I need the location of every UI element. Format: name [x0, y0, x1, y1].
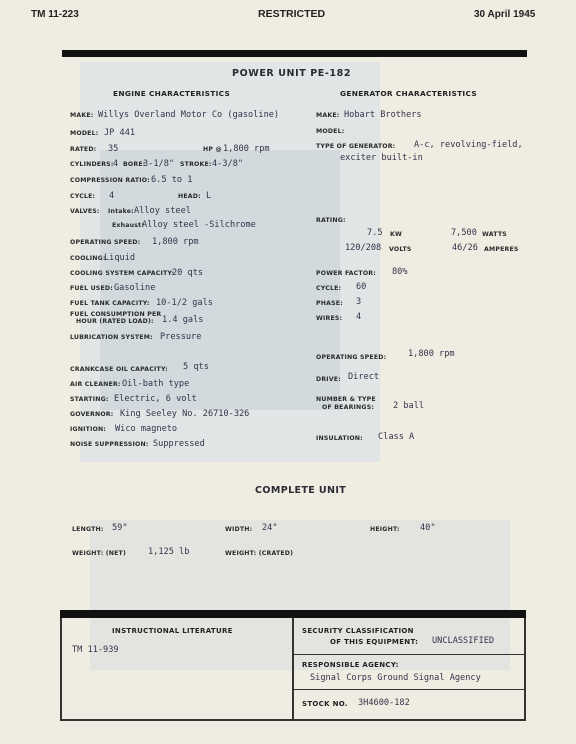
security: UNCLASSIFIED: [432, 636, 495, 646]
rated-label: RATED:: [70, 146, 97, 153]
length-label: LENGTH:: [72, 526, 104, 533]
rating-watts: 7,500: [451, 228, 477, 238]
engine-cycle-label: CYCLE:: [70, 193, 96, 200]
stroke-value: 4-3/8": [212, 159, 244, 169]
intake-label: Intake:: [108, 208, 134, 215]
literature-label: INSTRUCTIONAL LITERATURE: [112, 627, 233, 635]
rated-rpm: 1,800 rpm: [223, 144, 270, 154]
drive: Direct: [348, 372, 380, 382]
governor-label: GOVERNOR:: [70, 411, 114, 418]
cooling-label: COOLING:: [70, 255, 106, 262]
intake-value: Alloy steel: [134, 206, 191, 216]
compression-value: 6.5 to 1: [151, 175, 193, 185]
gen-speed-label: OPERATING SPEED:: [316, 354, 387, 361]
gen-cycle-label: CYCLE:: [316, 285, 342, 292]
footer-rule: [60, 610, 526, 618]
lubrication-label: LUBRICATION SYSTEM:: [70, 334, 153, 341]
stock-number: 3H4600-182: [358, 698, 410, 708]
power-factor: 80%: [392, 267, 408, 277]
agency: Signal Corps Ground Signal Agency: [310, 673, 481, 683]
rating-watts-label: WATTS: [482, 231, 507, 238]
rating-volts: 120/208: [345, 243, 382, 253]
width: 24": [262, 523, 278, 533]
air-cleaner-label: AIR CLEANER:: [70, 381, 121, 388]
exhaust-value: Alloy steel -Silchrome: [142, 220, 256, 230]
noise: Suppressed: [153, 439, 205, 449]
gen-type-2: exciter built-in: [340, 153, 423, 163]
literature: TM 11-939: [72, 645, 119, 655]
weight-crated-label: WEIGHT: (CRATED): [225, 550, 294, 557]
width-label: WIDTH:: [225, 526, 253, 533]
fuel-consumption: 1.4 gals: [162, 315, 204, 325]
starting: Electric, 6 volt: [114, 394, 197, 404]
weight-net: 1,125 lb: [148, 547, 190, 557]
doc-id: TM 11-223: [31, 9, 79, 20]
page-title: POWER UNIT PE-182: [232, 68, 352, 79]
engine-speed-label: OPERATING SPEED:: [70, 239, 141, 246]
ignition-label: IGNITION:: [70, 426, 107, 433]
gen-type-label: TYPE OF GENERATOR:: [316, 143, 396, 150]
height-label: HEIGHT:: [370, 526, 400, 533]
bearings-label-1: NUMBER & TYPE: [316, 396, 376, 403]
phase-label: PHASE:: [316, 300, 343, 307]
lubrication: Pressure: [160, 332, 202, 342]
starting-label: STARTING:: [70, 396, 109, 403]
fuel-tank: 10-1/2 gals: [156, 298, 213, 308]
cooling-capacity: 20 qts: [172, 268, 204, 278]
fuel-used: Gasoline: [114, 283, 156, 293]
insulation-label: INSULATION:: [316, 435, 363, 442]
gen-make: Hobart Brothers: [344, 110, 422, 120]
governor: King Seeley No. 26710-326: [120, 409, 250, 419]
footer-left-border: [60, 618, 62, 720]
air-cleaner: Oil-bath type: [122, 379, 190, 389]
valves-label: VALVES:: [70, 208, 100, 215]
crankcase: 5 qts: [183, 362, 209, 372]
fuel-consumption-label-1: FUEL CONSUMPTION PER: [70, 311, 162, 318]
wires-label: WIRES:: [316, 315, 343, 322]
doc-date: 30 April 1945: [474, 9, 536, 20]
engine-speed: 1,800 rpm: [152, 237, 199, 247]
wires: 4: [356, 312, 362, 322]
fuel-consumption-label-2: HOUR (RATED LOAD):: [76, 318, 154, 325]
rating-kw-label: KW: [390, 231, 403, 238]
power-factor-label: POWER FACTOR:: [316, 270, 376, 277]
compression-label: COMPRESSION RATIO:: [70, 177, 150, 184]
footer-divider: [292, 618, 294, 720]
cooling-value: Liquid: [104, 253, 136, 263]
rating-label: RATING:: [316, 217, 346, 224]
rated-value: 35: [108, 144, 119, 154]
bore-value: 3-1/8": [143, 159, 175, 169]
generator-heading: GENERATOR CHARACTERISTICS: [340, 89, 477, 98]
phase: 3: [356, 297, 362, 307]
insulation: Class A: [378, 432, 415, 442]
fuel-used-label: FUEL USED:: [70, 285, 113, 292]
bore-label: BORE:: [123, 161, 146, 168]
security-label-1: SECURITY CLASSIFICATION: [302, 627, 414, 635]
exhaust-label: Exhaust:: [112, 222, 144, 229]
engine-cycle: 4: [109, 191, 115, 201]
bleed-through-text: [90, 520, 510, 670]
weight-net-label: WEIGHT: (NET): [72, 550, 127, 557]
footer-row-line-1: [294, 654, 524, 655]
stroke-label: STROKE:: [180, 161, 212, 168]
ignition: Wico magneto: [115, 424, 178, 434]
head-label: HEAD:: [178, 193, 201, 200]
rating-amperes-label: AMPERES: [484, 246, 519, 253]
footer-row-line-2: [294, 689, 524, 690]
engine-make: Willys Overland Motor Co (gasoline): [98, 110, 280, 120]
crankcase-label: CRANKCASE OIL CAPACITY:: [70, 366, 168, 373]
footer-right-border: [524, 618, 526, 720]
cylinders-value: 4: [113, 159, 119, 169]
cooling-capacity-label: COOLING SYSTEM CAPACITY:: [70, 270, 175, 277]
rating-volts-label: VOLTS: [389, 246, 412, 253]
cylinders-label: CYLINDERS:: [70, 161, 114, 168]
hp-label: HP @: [203, 146, 222, 153]
rating-kw: 7.5: [367, 228, 383, 238]
drive-label: DRIVE:: [316, 376, 341, 383]
bearings-label-2: OF BEARINGS:: [322, 404, 375, 411]
head-value: L: [206, 191, 212, 201]
fuel-tank-label: FUEL TANK CAPACITY:: [70, 300, 150, 307]
engine-model-label: MODEL:: [70, 130, 99, 137]
height: 40": [420, 523, 436, 533]
gen-make-label: MAKE:: [316, 112, 340, 119]
engine-make-label: MAKE:: [70, 112, 94, 119]
gen-type-1: A-c, revolving-field,: [414, 140, 523, 150]
length: 59": [112, 523, 128, 533]
top-rule: [62, 50, 527, 57]
classification-mark: RESTRICTED: [258, 8, 326, 20]
rating-amperes: 46/26: [452, 243, 478, 253]
agency-label: RESPONSIBLE AGENCY:: [302, 661, 399, 669]
engine-heading: ENGINE CHARACTERISTICS: [113, 89, 231, 98]
gen-model-label: MODEL:: [316, 128, 345, 135]
stock-label: STOCK NO.: [302, 700, 348, 708]
noise-label: NOISE SUPPRESSION:: [70, 441, 149, 448]
complete-unit-heading: COMPLETE UNIT: [255, 485, 347, 496]
engine-model: JP 441: [104, 128, 136, 138]
gen-cycle: 60: [356, 282, 367, 292]
bearings: 2 ball: [393, 401, 425, 411]
gen-speed: 1,800 rpm: [408, 349, 455, 359]
security-label-2: OF THIS EQUIPMENT:: [330, 638, 419, 646]
